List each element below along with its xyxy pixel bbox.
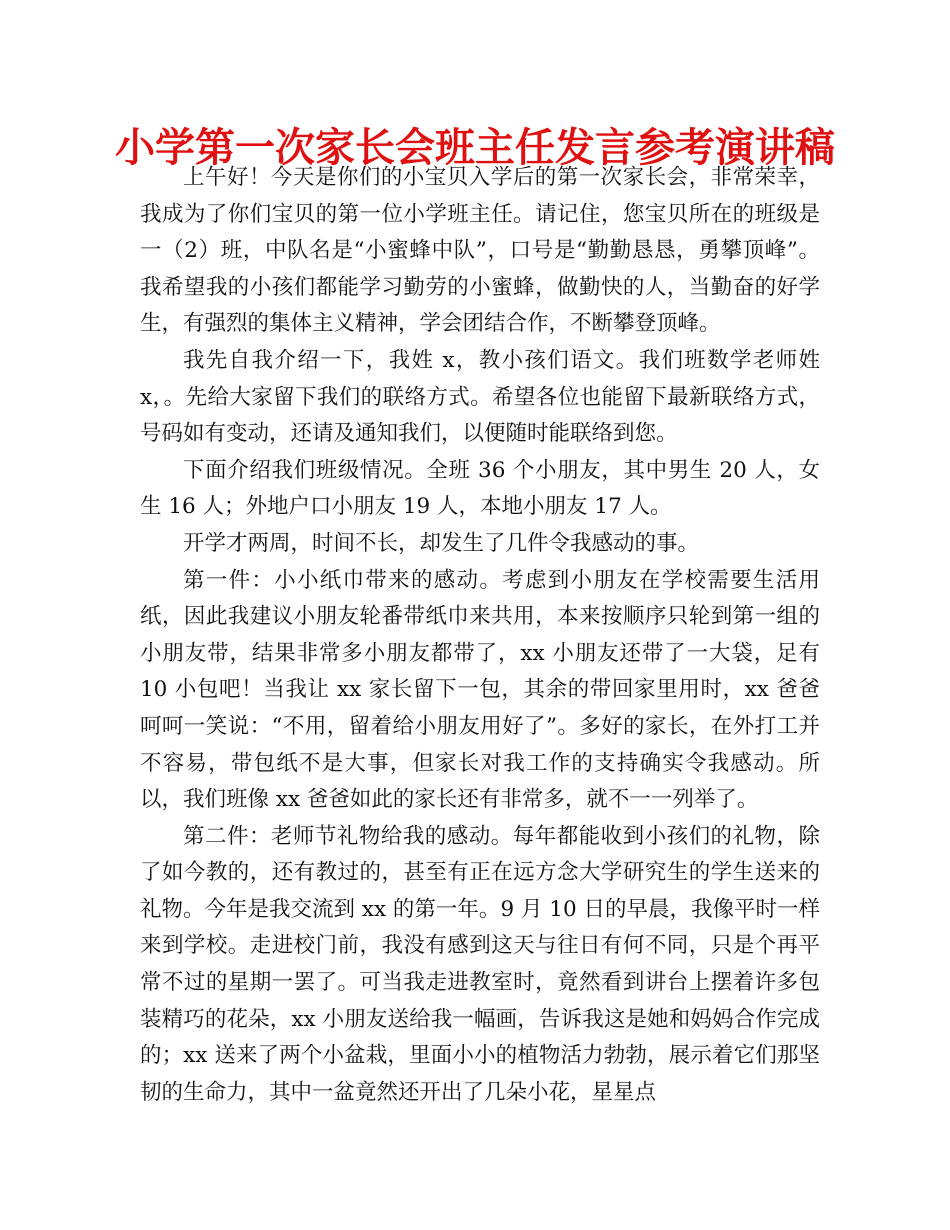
document-body: [140, 160, 820, 1111]
document-title: 小学第一次家长会班主任发言参考演讲稿: [115, 125, 835, 171]
paragraph: 上午好！今天是你们的小宝贝入学后的第一次家长会，非常荣幸，我成为了你们宝贝的第一位小学班主任。请记住，您宝贝所在的班级是一（2）班，中队名是“小蜜蜂中队”，口号是“勤勤恳恳，勇攀顶峰”。我希望我的小孩们都能学习勤劳的小蜜蜂，做勤快的人，当勤奋的好学生，有强烈的集体主义精神，学会团结合作，不断攀登顶峰。: [140, 165, 820, 337]
paragraph: 开学才两周，时间不长，却发生了几件令我感动的事。: [183, 530, 700, 556]
paragraph: 我先自我介绍一下，我姓 x，教小孩们语文。我们班数学老师姓 x，。先给大家留下我们的联络方式。希望各位也能留下最新联络方式，号码如有变动，还请及通知我们，以便随时能联络到您。: [140, 347, 820, 447]
paragraph: 下面介绍我们班级情况。全班 36 个小朋友，其中男生 20 人，女生 16 人；外地户口小朋友 19 人，本地小朋友 17 人。: [140, 457, 820, 520]
paragraph: 第二件：老师节礼物给我的感动。每年都能收到小孩们的礼物，除了如今教的，还有教过的，甚至有正在远方念大学研究生的学生送来的礼物。今年是我交流到 xx 的第一年。9 月 10 日的早晨，我像平时一样来到学校。走进校门前，我没有感到这天与往日有何不同，只是个再平常不过的星期一罢了。可当我走进教室时，竟然看到讲台上摆着许多包装精巧的花朵，xx 小朋友送给我一幅画，告诉我这是她和妈妈合作完成的；xx 送来了两个小盆栽，里面小小的植物活力勃勃，展示着它们那坚韧的生命力，其中一盆竟然还开出了几朵小花，星星点: [140, 823, 820, 1105]
paragraph: 第一件：小小纸巾带来的感动。考虑到小朋友在学校需要生活用纸，因此我建议小朋友轮番带纸巾来共用，本来按顺序只轮到第一组的小朋友带，结果非常多小朋友都带了，xx 小朋友还带了一大袋，足有 10 小包吧！当我让 xx 家长留下一包，其余的带回家里用时，xx 爸爸呵呵一笑说：“不用，留着给小朋友用好了”。多好的家长，在外打工并不容易，带包纸不是大事，但家长对我工作的支持确实令我感动。所以，我们班像 xx 爸爸如此的家长还有非常多，就不一一列举了。: [140, 567, 820, 813]
